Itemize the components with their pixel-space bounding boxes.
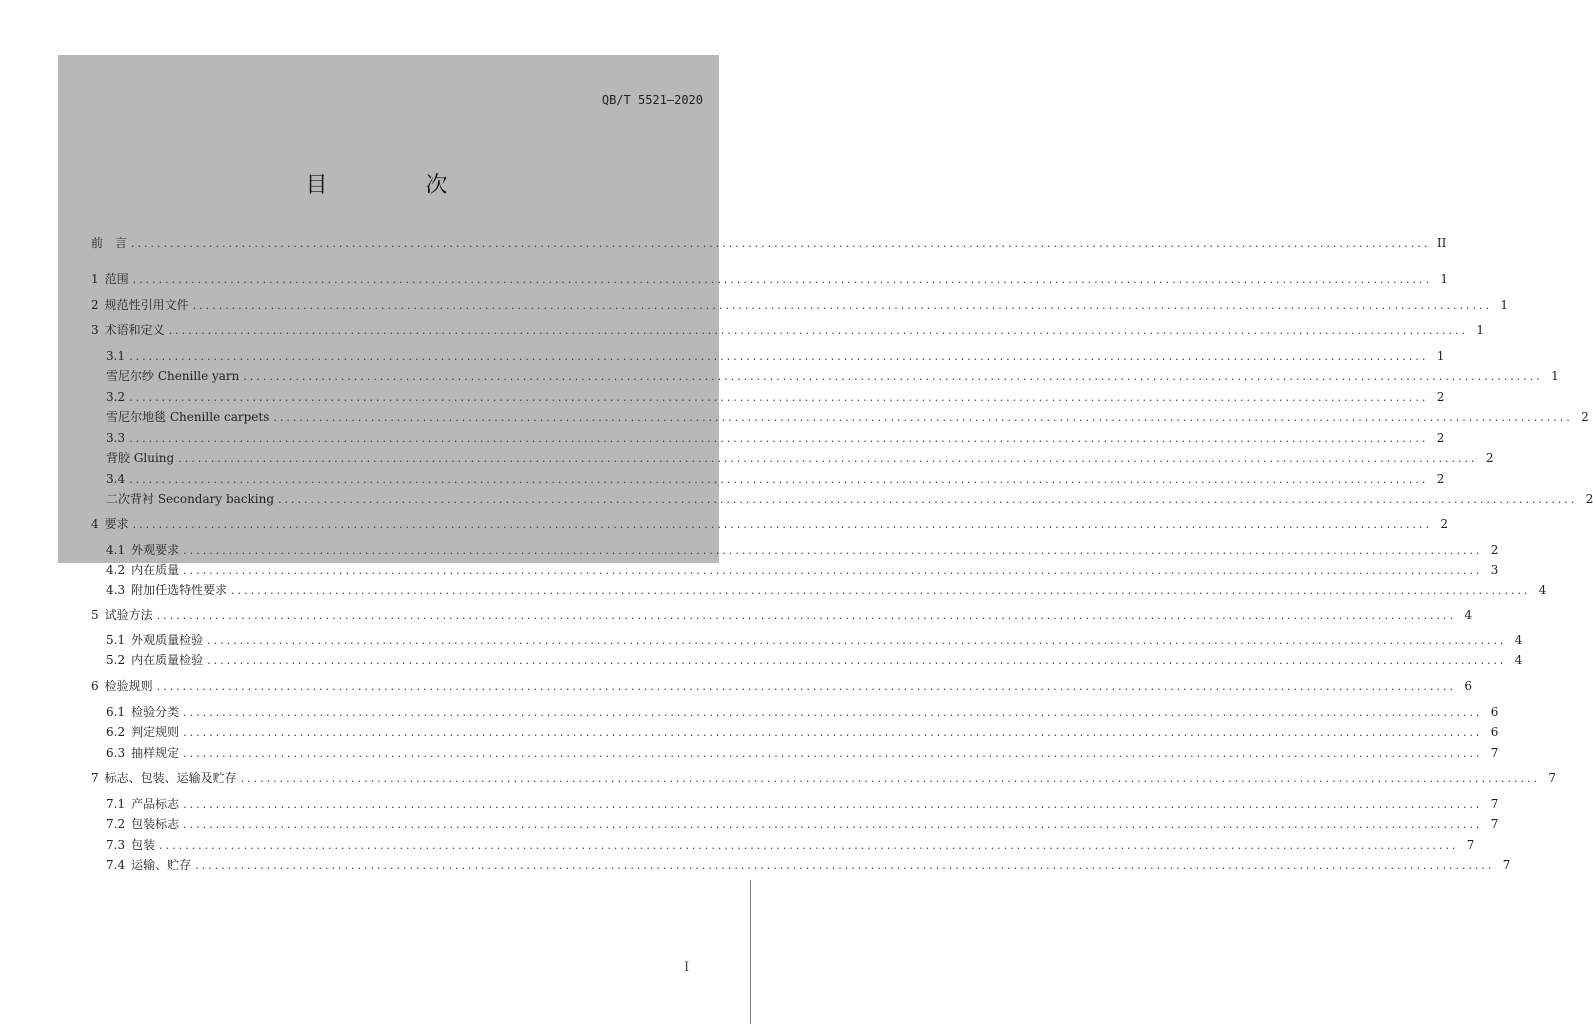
page-number: I: [684, 960, 690, 975]
toc-entry-label: 判定规则: [131, 725, 180, 739]
toc-entry-label: 外观要求: [131, 543, 180, 557]
toc-entry[interactable]: [106, 582, 1547, 598]
toc-entry-label: 检验分类: [131, 705, 180, 719]
toc-leader-dots: ........................................................................................................................................................................................................: [183, 798, 1483, 811]
toc-leader-dots: ........................................................................................................................................................................................................: [168, 324, 1468, 337]
toc-entry[interactable]: [106, 745, 1499, 761]
toc-entry-number: 3.4: [106, 472, 126, 486]
toc-entry-page: 7: [1490, 797, 1499, 811]
toc-leader-dots: ........................................................................................................................................................................................................: [207, 654, 1507, 667]
toc-entry[interactable]: [106, 632, 1523, 648]
toc-entry[interactable]: [106, 471, 1445, 487]
toc-entry-number: 4.3: [106, 583, 126, 597]
toc-entry-label: 附加任选特性要求: [131, 583, 228, 597]
toc-leader-dots: ........................................................................................................................................................................................................: [273, 411, 1573, 424]
toc-entry-page: 7: [1490, 817, 1499, 831]
toc-leader-dots: ........................................................................................................................................................................................................: [183, 706, 1483, 719]
toc-entry[interactable]: [106, 430, 1445, 446]
toc-entry-label: 要求: [104, 517, 129, 531]
toc-entry[interactable]: [106, 368, 1559, 384]
toc-entry-number: 7.4: [106, 858, 126, 872]
toc-entry[interactable]: [106, 816, 1499, 832]
toc-leader-dots: ........................................................................................................................................................................................................: [195, 859, 1495, 872]
toc-entry-number: 6.1: [106, 705, 126, 719]
toc-entry-number: 1: [91, 272, 99, 286]
toc-entry[interactable]: [91, 297, 1508, 313]
toc-entry-page: 1: [1551, 369, 1559, 383]
toc-entry-page: 6: [1464, 679, 1472, 693]
toc-entry-number: 6.3: [106, 746, 126, 760]
toc-leader-dots: ........................................................................................................................................................................................................: [207, 634, 1507, 647]
toc-entry-label: 产品标志: [131, 797, 180, 811]
toc-entry-number: 5.1: [106, 633, 126, 647]
toc-entry-page: 2: [1440, 517, 1448, 531]
toc-entry-label: 背胶 Gluing: [106, 451, 175, 465]
toc-entry[interactable]: [106, 348, 1445, 364]
toc-entry-page: 2: [1485, 451, 1494, 465]
toc-leader-dots: ........................................................................................................................................................................................................: [240, 772, 1540, 785]
toc-entry-label: 包装标志: [131, 817, 180, 831]
toc-entry-page: 4: [1464, 608, 1472, 622]
toc-entry-label: 范围: [104, 272, 129, 286]
toc-entry-number: 4: [91, 517, 99, 531]
toc-leader-dots: ........................................................................................................................................................................................................: [131, 237, 1431, 250]
toc-entry-number: 4.1: [106, 543, 126, 557]
toc-entry-page: 2: [1436, 472, 1445, 486]
toc-entry[interactable]: [106, 652, 1523, 668]
toc-entry[interactable]: [91, 322, 1484, 338]
toc-entry-page: 1: [1440, 272, 1448, 286]
toc-entry[interactable]: [91, 678, 1472, 694]
toc-leader-dots: ........................................................................................................................................................................................................: [129, 432, 1429, 445]
toc-leader-dots: ........................................................................................................................................................................................................: [231, 584, 1531, 597]
toc-entry[interactable]: [106, 450, 1494, 466]
toc-entry-page: 4: [1538, 583, 1547, 597]
toc-entry-page: 4: [1514, 633, 1523, 647]
toc-leader-dots: ........................................................................................................................................................................................................: [132, 273, 1432, 286]
toc-entry-number: 7.3: [106, 838, 126, 852]
toc-leader-dots: ........................................................................................................................................................................................................: [183, 747, 1483, 760]
toc-leader-dots: ........................................................................................................................................................................................................: [156, 680, 1456, 693]
toc-entry-number: 5.2: [106, 653, 126, 667]
toc-entry-page: 6: [1490, 705, 1499, 719]
toc-entry-page: 6: [1490, 725, 1499, 739]
toc-entry[interactable]: [106, 724, 1499, 740]
toc-entry[interactable]: [106, 409, 1589, 425]
toc-entry-label: 外观质量检验: [131, 633, 204, 647]
toc-entry-label: 运输、贮存: [131, 858, 192, 872]
toc-leader-dots: ........................................................................................................................................................................................................: [132, 518, 1432, 531]
page-title: 目 次: [305, 173, 486, 198]
toc-entry-page: 2: [1436, 431, 1445, 445]
toc-entry-number: 3.3: [106, 431, 126, 445]
toc-entry-label: 二次背衬 Secondary backing: [106, 492, 275, 506]
toc-entry-label: 标志、包装、运输及贮存: [104, 771, 237, 785]
toc-leader-dots: ........................................................................................................................................................................................................: [183, 564, 1483, 577]
toc-entry-number: 2: [91, 298, 99, 312]
toc-entry[interactable]: [106, 491, 1593, 507]
toc-entry[interactable]: [106, 796, 1499, 812]
toc-entry-page: 2: [1490, 543, 1499, 557]
toc-entry-number: 3: [91, 323, 99, 337]
toc-entry-number: 7: [91, 771, 99, 785]
toc-entry-label: 抽样规定: [131, 746, 180, 760]
toc-entry-page: 1: [1500, 298, 1508, 312]
toc-entry[interactable]: [91, 607, 1472, 623]
toc-entry-page: 4: [1514, 653, 1523, 667]
toc-entry-label: 前 言: [91, 236, 128, 250]
toc-entry-page: 1: [1476, 323, 1484, 337]
toc-entry-number: 6: [91, 679, 99, 693]
toc-entry[interactable]: [106, 704, 1499, 720]
toc-entry-page: II: [1436, 236, 1447, 250]
toc-leader-dots: ........................................................................................................................................................................................................: [178, 452, 1478, 465]
toc-entry-label: 试验方法: [104, 608, 153, 622]
toc-entry[interactable]: [91, 235, 1447, 251]
document-code: QB/T 5521—2020: [601, 93, 703, 107]
toc-entry-label: 规范性引用文件: [104, 298, 189, 312]
toc-entry-number: 7.1: [106, 797, 126, 811]
toc-entry-label: 检验规则: [104, 679, 153, 693]
toc-entry-label: 雪尼尔地毯 Chenille carpets: [106, 410, 270, 424]
toc-entry-label: 包装: [131, 838, 156, 852]
toc-entry[interactable]: [91, 271, 1448, 287]
toc-entry-number: 5: [91, 608, 99, 622]
toc-entry-number: 6.2: [106, 725, 126, 739]
toc-leader-dots: ........................................................................................................................................................................................................: [129, 391, 1429, 404]
toc-leader-dots: ........................................................................................................................................................................................................: [183, 818, 1483, 831]
toc-entry[interactable]: [106, 562, 1499, 578]
toc-entry-page: 2: [1436, 390, 1445, 404]
toc-entry-page: 3: [1490, 563, 1499, 577]
toc-entry-number: 3.2: [106, 390, 126, 404]
toc-entry[interactable]: [106, 542, 1499, 558]
toc-entry-label: 内在质量检验: [131, 653, 204, 667]
toc-entry-number: 7.2: [106, 817, 126, 831]
toc-leader-dots: ........................................................................................................................................................................................................: [192, 299, 1492, 312]
toc-entry-number: 3.1: [106, 349, 126, 363]
toc-entry-label: 雪尼尔纱 Chenille yarn: [106, 369, 240, 383]
toc-entry-label: 术语和定义: [104, 323, 165, 337]
toc-entry[interactable]: [106, 389, 1445, 405]
toc-leader-dots: ........................................................................................................................................................................................................: [183, 544, 1483, 557]
toc-entry-page: 7: [1490, 746, 1499, 760]
toc-leader-dots: ........................................................................................................................................................................................................: [159, 839, 1459, 852]
toc-entry-label: 内在质量: [131, 563, 180, 577]
toc-leader-dots: ........................................................................................................................................................................................................: [243, 370, 1543, 383]
toc-entry[interactable]: [91, 516, 1448, 532]
toc-leader-dots: ........................................................................................................................................................................................................: [278, 493, 1578, 506]
toc-entry-page: 7: [1502, 858, 1511, 872]
toc-entry-page: 7: [1466, 838, 1475, 852]
toc-entry-page: 7: [1548, 771, 1556, 785]
toc-leader-dots: ........................................................................................................................................................................................................: [129, 473, 1429, 486]
toc-entry[interactable]: [106, 857, 1511, 873]
toc-leader-dots: ........................................................................................................................................................................................................: [156, 609, 1456, 622]
toc-entry[interactable]: [106, 837, 1475, 853]
toc-leader-dots: ........................................................................................................................................................................................................: [129, 350, 1429, 363]
toc-entry-page: 1: [1436, 349, 1445, 363]
toc-entry-number: 4.2: [106, 563, 126, 577]
toc-leader-dots: ........................................................................................................................................................................................................: [183, 726, 1483, 739]
toc-entry-page: 2: [1581, 410, 1589, 424]
toc-entry-page: 2: [1585, 492, 1593, 506]
toc-entry[interactable]: [91, 770, 1556, 786]
